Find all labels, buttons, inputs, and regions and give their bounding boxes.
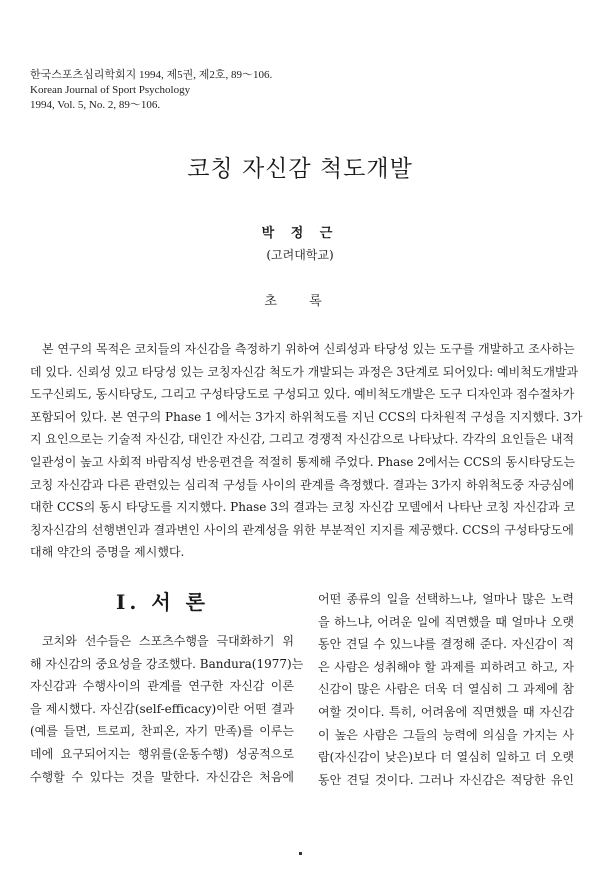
- body-line: 수행할 수 있다는 것을 말한다. 자신감은 처음에: [30, 769, 294, 784]
- body-line: 어떤 종류의 일을 선택하느냐, 얼마나 많은 노력: [318, 592, 574, 606]
- paper-title: 코칭 자신감 척도개발: [187, 156, 413, 182]
- journal-citation-english: Korean Journal of Sport Psychology: [30, 84, 191, 96]
- abstract-line: 칭자신감의 선행변인과 결과변인 사이의 관계성을 위한 부분적인 지지를 제공했다. CCS의 구성타당도에: [30, 522, 574, 537]
- journal-citation-korean: 한국스포츠심리학회지 1994, 제5권, 제2호, 89～106.: [30, 69, 273, 81]
- body-line: (예를 들면, 트로피, 찬피온, 자기 만족)를 이루는: [30, 724, 294, 739]
- author-name: 박 정 근: [261, 226, 339, 241]
- body-line: 코치와 선수들은 스포츠수행을 극대화하기 위: [42, 634, 294, 648]
- body-line: 동안 견딜 것이다. 그러나 자신감은 적당한 유인: [318, 772, 574, 787]
- journal-citation: [30, 68, 272, 113]
- abstract-line: 도구신뢰도, 동시타당도, 그리고 구성타당도로 구성되고 있다. 예비척도개발은 도구 디자인과 점수절차가: [30, 387, 575, 402]
- author-affiliation: (고려대학교): [266, 248, 334, 262]
- page-marker-dot: [299, 852, 302, 855]
- body-column-right: [318, 588, 574, 791]
- abstract-line: 일관성이 높고 사회적 바람직성 반응편견을 적절히 통제해 주었다. Phase 2에서는 CCS의 동시타당도는: [30, 454, 576, 469]
- abstract-line: 지 요인으로는 기술적 자신감, 대인간 자신감, 그리고 경쟁적 자신감으로 나타났다. 각각의 요인들은 내적: [30, 432, 575, 447]
- journal-citation-volume: 1994, Vol. 5, No. 2, 89～106.: [30, 99, 161, 111]
- abstract-line: 대해 약간의 증명을 제시했다.: [30, 545, 185, 560]
- body-line: 해 자신감의 중요성을 강조했다. Bandura(1977)는: [30, 656, 304, 671]
- section-heading-introduction: I. 서 론: [116, 590, 209, 614]
- body-line: 동안 견딜 수 있느냐를 결정해 준다. 자신감이 적: [318, 637, 574, 652]
- abstract-heading: 초 록: [264, 294, 336, 309]
- body-line: 을 하느냐, 어려운 일에 직면했을 때 얼마나 오랫: [318, 614, 574, 629]
- abstract-line: 포함되어 있다. 본 연구의 Phase 1 에서는 3가지 하위척도를 지닌 CCS의 다차원적 구성을 지지했다. 3가: [30, 409, 583, 424]
- body-line: 람(자신감이 낮은)보다 더 열심히 일하고 더 오랫: [318, 750, 574, 765]
- body-line: 이 높은 사람은 그들의 능력에 의심을 가지는 사: [318, 727, 574, 742]
- body-column-left: [30, 630, 304, 788]
- body-line: 여할 것이다. 특히, 어려움에 직면했을 때 자신감: [318, 704, 574, 719]
- abstract-line: 코칭 자신감과 다른 관련있는 심리적 구성들 사이의 관계를 측정했다. 결과는 3가지 하위척도중 자긍심에: [30, 477, 575, 492]
- abstract-line: 본 연구의 목적은 코치들의 자신감을 측정하기 위하여 신뢰성과 타당성 있는 도구를 개발하고 조사하는: [42, 342, 575, 356]
- body-line: 데에 요구되어지는 행위를(운동수행) 성공적으로: [30, 746, 294, 761]
- abstract-line: 데 있다. 신뢰성 있고 타당성 있는 코칭자신감 척도가 개발되는 과정은 3단계로 되어있다: 예비척도개발과: [30, 364, 579, 379]
- body-line: 은 사람은 성취해야 할 과제를 피하려고 하고, 자: [318, 659, 574, 674]
- body-line: 신감이 많은 사람은 더욱 더 열심히 그 과제에 참: [318, 682, 574, 697]
- abstract-line: 대한 CCS의 동시 타당도를 지지했다. Phase 3의 결과는 코칭 자신감 모델에서 나타난 코칭 자신감과 코: [30, 500, 575, 515]
- abstract-body: [30, 338, 583, 564]
- body-line: 을 제시했다. 자신감(self-efficacy)이란 어떤 결과: [30, 701, 294, 716]
- body-line: 자신감과 수행사이의 관계를 연구한 자신감 이론: [30, 679, 294, 694]
